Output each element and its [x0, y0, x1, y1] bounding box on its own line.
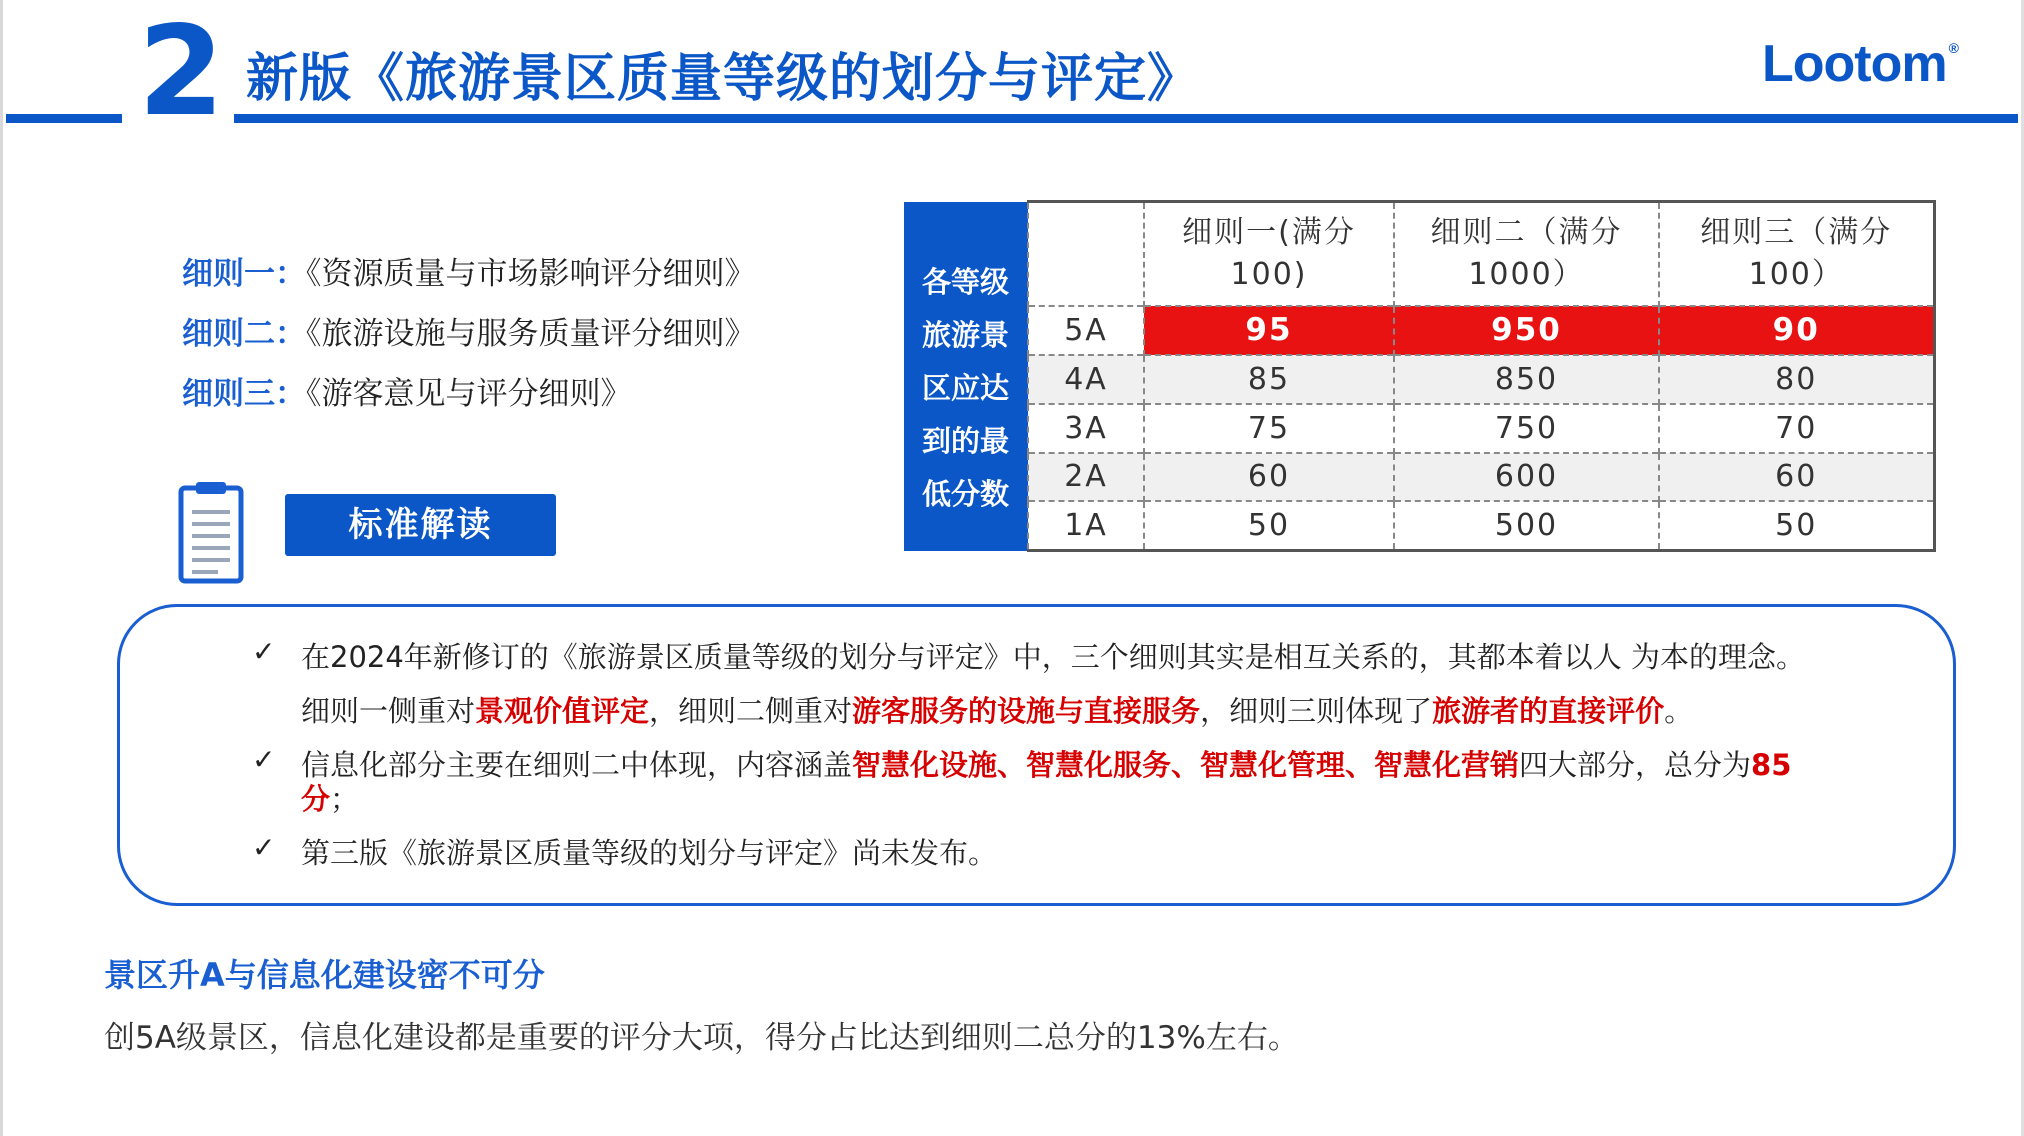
note-text: 细则一侧重对 — [301, 694, 476, 728]
note-text: ，细则二侧重对 — [649, 694, 853, 728]
side-label-line: 各等级 — [921, 264, 1009, 299]
registered-mark: ® — [1948, 39, 1958, 56]
side-label-cell — [904, 202, 1028, 551]
rule-label: 细则三： — [182, 376, 306, 412]
score-table — [904, 200, 1934, 552]
rule-item — [182, 364, 756, 424]
table-row — [904, 453, 1934, 502]
note-text: 第三版《旅游景区质量等级的划分与评定》尚未发布。 — [301, 836, 998, 870]
score-cell: 600 — [1394, 453, 1659, 502]
score-cell: 50 — [1659, 501, 1934, 550]
grade-cell: 5A — [1028, 306, 1144, 356]
side-label-line: 旅游景 — [921, 317, 1009, 352]
note-text: ，细则三则体现了 — [1200, 694, 1433, 728]
note-item — [252, 635, 1806, 676]
score-cell: 75 — [1144, 404, 1394, 453]
note-text: 。 — [1664, 694, 1694, 728]
check-icon: ✓ — [252, 743, 276, 776]
score-cell: 95 — [1144, 306, 1394, 356]
header-line: 1000） — [1468, 256, 1585, 292]
check-icon: ✓ — [252, 831, 276, 864]
rule-item — [182, 304, 756, 364]
score-cell: 60 — [1144, 453, 1394, 502]
rule-text: 《游客意见与评分细则》 — [306, 376, 632, 412]
highlight-text: 景观价值评定 — [475, 694, 650, 728]
highlight-text: 游客服务的设施与直接服务 — [852, 694, 1201, 728]
table-row — [904, 306, 1934, 356]
rule-label: 细则一： — [182, 256, 306, 292]
score-cell: 90 — [1659, 306, 1934, 356]
rule-text: 《资源质量与市场影响评分细则》 — [306, 256, 756, 292]
notes-box — [117, 604, 1956, 906]
note-text: ； — [330, 782, 360, 816]
note-item — [252, 743, 1792, 784]
score-cell: 850 — [1394, 355, 1659, 404]
grade-cell: 1A — [1028, 501, 1144, 550]
table-row — [904, 404, 1934, 453]
header-line: 细则三（满分 — [1700, 214, 1893, 250]
grade-cell: 4A — [1028, 355, 1144, 404]
score-cell: 85 — [1144, 355, 1394, 404]
logo-text: Lootom — [1762, 35, 1947, 93]
score-cell: 60 — [1659, 453, 1934, 502]
column-header — [1144, 202, 1394, 306]
table-row — [904, 501, 1934, 550]
title-underline-right — [234, 114, 2018, 123]
frame-left-border — [0, 0, 3, 1136]
header-line: 细则一(满分 — [1182, 214, 1356, 250]
clipboard-icon — [178, 480, 244, 584]
grade-cell: 3A — [1028, 404, 1144, 453]
section-body: 创5A级景区，信息化建设都是重要的评分大项，得分占比达到细则二总分的13%左右。 — [104, 1020, 1299, 1056]
section-heading: 景区升A与信息化建设密不可分 — [104, 956, 545, 994]
column-header — [1394, 202, 1659, 306]
rule-item — [182, 244, 756, 304]
note-text: 四大部分，总分为 — [1519, 748, 1752, 782]
rules-list — [182, 244, 756, 424]
score-cell: 80 — [1659, 355, 1934, 404]
note-item-continuation — [301, 777, 359, 818]
highlight-text: 分 — [301, 782, 331, 816]
header-line: 细则二（满分 — [1430, 214, 1623, 250]
note-text: 在2024年新修订的《旅游景区质量等级的划分与评定》中，三个细则其实是相互关系的，其都本着以人 为本的理念。 — [301, 640, 1806, 674]
highlight-text: 85 — [1751, 748, 1792, 782]
title-underline-left — [6, 114, 122, 123]
check-icon: ✓ — [252, 635, 276, 668]
highlight-text: 智慧化设施、智慧化服务、智慧化管理、智慧化营销 — [852, 748, 1520, 782]
empty-header-cell — [1028, 202, 1144, 306]
score-cell: 950 — [1394, 306, 1659, 356]
section-number: 2 — [138, 0, 225, 144]
highlight-text: 旅游者的直接评价 — [1432, 694, 1665, 728]
score-cell: 70 — [1659, 404, 1934, 453]
side-label-line: 区应达 — [921, 370, 1009, 405]
score-cell: 50 — [1144, 501, 1394, 550]
side-label-line: 到的最 — [921, 423, 1009, 458]
grade-cell: 2A — [1028, 453, 1144, 502]
column-header — [1659, 202, 1934, 306]
rule-text: 《旅游设施与服务质量评分细则》 — [306, 316, 756, 352]
side-label-line: 低分数 — [921, 476, 1009, 511]
table-header-row — [904, 202, 1934, 306]
lootom-logo — [1762, 34, 1958, 94]
table-row — [904, 355, 1934, 404]
note-text: 信息化部分主要在细则二中体现，内容涵盖 — [301, 748, 853, 782]
note-item — [301, 689, 1693, 730]
score-cell: 750 — [1394, 404, 1659, 453]
rule-label: 细则二： — [182, 316, 306, 352]
page-title: 新版《旅游景区质量等级的划分与评定》 — [246, 49, 1201, 109]
header-line: 100) — [1230, 256, 1308, 292]
header-line: 100） — [1748, 256, 1844, 292]
standard-interpretation-button[interactable]: 标准解读 — [285, 494, 556, 556]
note-item — [252, 831, 998, 872]
score-cell: 500 — [1394, 501, 1659, 550]
